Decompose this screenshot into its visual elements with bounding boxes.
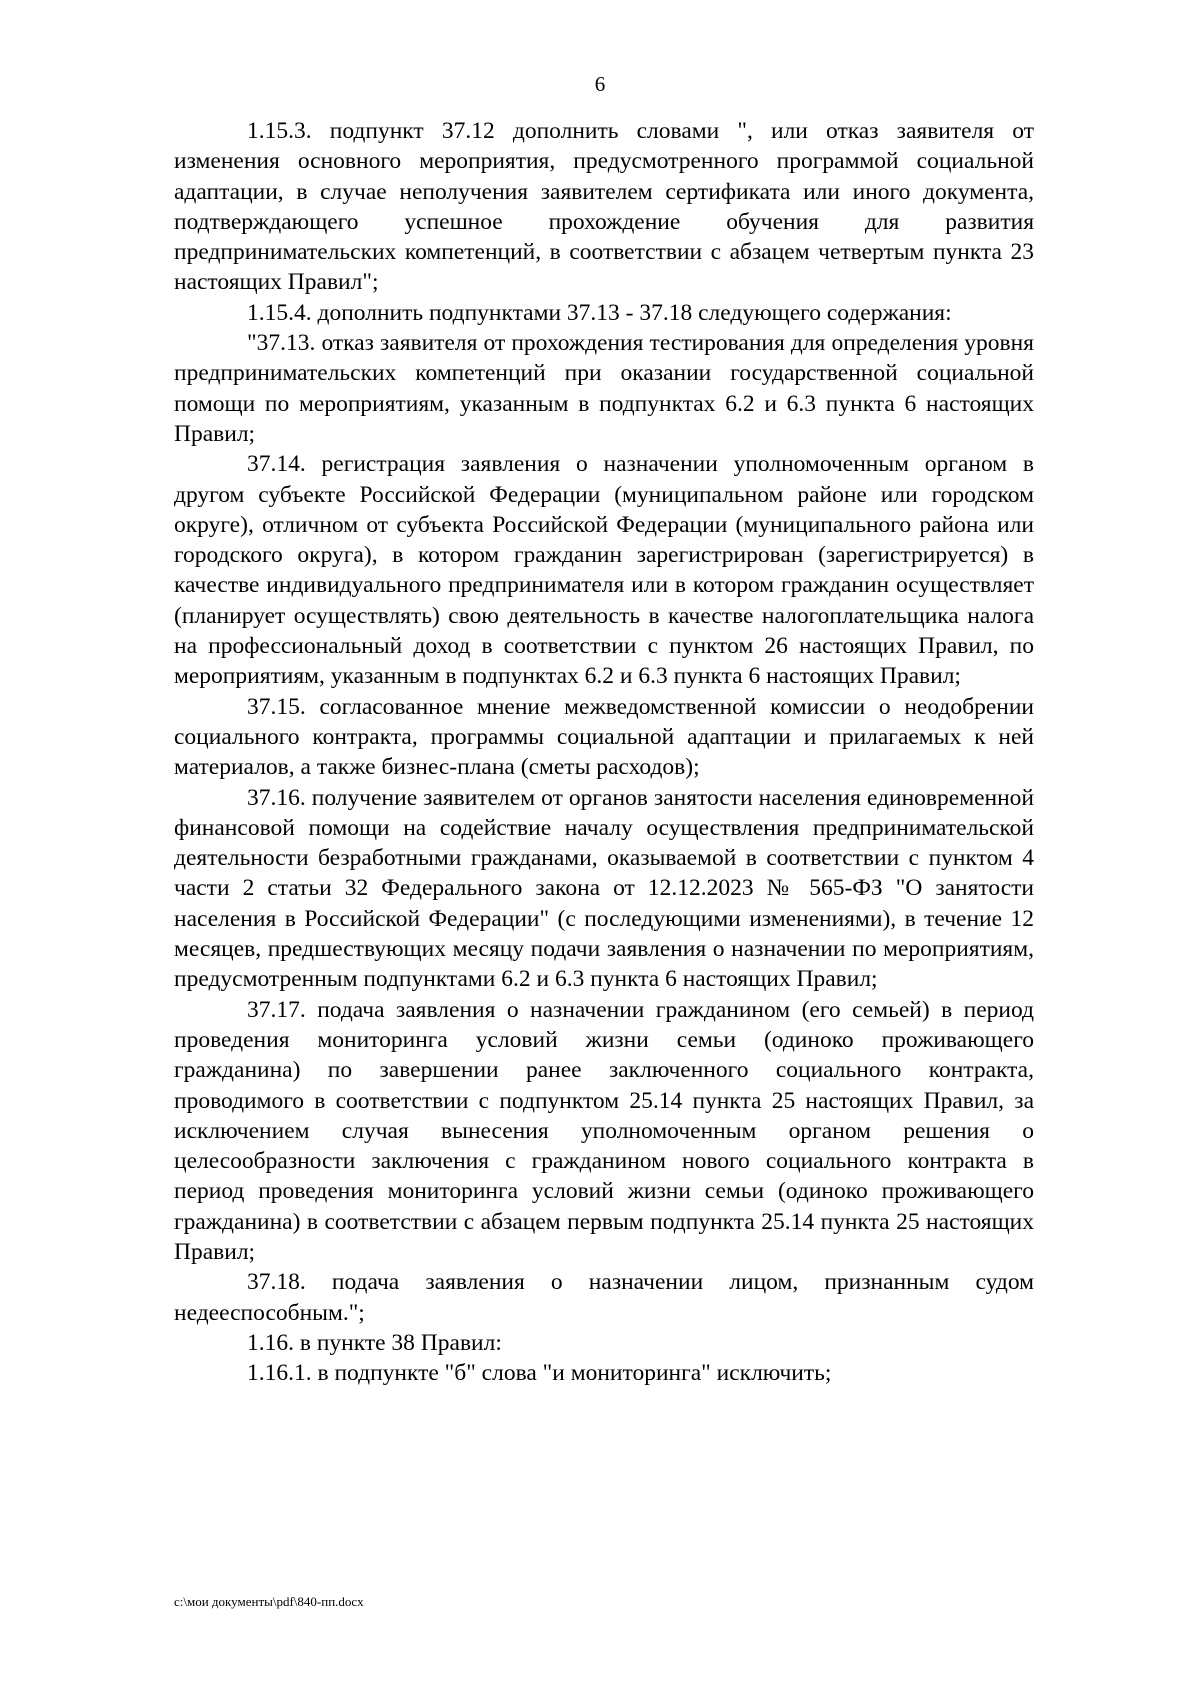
- paragraph-1-16: 1.16. в пункте 38 Правил:: [247, 1329, 502, 1356]
- paragraph-1-16-1: 1.16.1. в подпункте "б" слова "и мониторинга" исключить;: [247, 1360, 832, 1387]
- paragraph-37-18: 37.18. подача заявления о назначении лицом, признанным судом недееспособным.";: [174, 1269, 1034, 1326]
- paragraph-37-17: 37.17. подача заявления о назначении гражданином (его семьей) в период проведения мониторинга условий жизни семьи (одиноко проживающего гражданина) по завершении ранее заключенного социального контракта, проводимого в соответствии с подпунктом 25.14 пункта 25 настоящих Правил, за исключением случая вынесения уполномоченным органом решения о целесообразности заключения с гражданином нового социального контракта в период проведения мониторинга условий жизни семьи (одиноко проживающего гражданина) в соответствии с абзацем первым подпункта 25.14 пункта 25 настоящих Правил;: [174, 996, 1034, 1265]
- paragraph-37-16: 37.16. получение заявителем от органов занятости населения единовременной финансовой помощи на содействие началу осуществления предпринимательской деятельности безработными гражданами, оказываемой в соответствии с пунктом 4 части 2 статьи 32 Федерального закона от 12.12.2023 № 565-ФЗ "О занятости населения в Российской Федерации" (с последующими изменениями), в течение 12 месяцев, предшествующих месяцу подачи заявления о назначении по мероприятиям, предусмотренным подпунктами 6.2 и 6.3 пункта 6 настоящих Правил;: [174, 784, 1034, 993]
- footer-file-path: c:\мои документы\pdf\840-пп.docx: [174, 1594, 364, 1609]
- document-body: [174, 116, 1034, 1388]
- paragraph-37-15: 37.15. согласованное мнение межведомственной комиссии о неодобрении социального контракта, программы социальной адаптации и прилагаемых к ней материалов, а также бизнес-плана (сметы расходов);: [174, 693, 1034, 781]
- paragraph-37-13: "37.13. отказ заявителя от прохождения тестирования для определения уровня предпринимательских компетенций при оказании государственной социальной помощи по мероприятиям, указанным в подпунктах 6.2 и 6.3 пункта 6 настоящих Правил;: [174, 330, 1034, 447]
- paragraph-1-15-3: 1.15.3. подпункт 37.12 дополнить словами ", или отказ заявителя от изменения основного мероприятия, предусмотренного программой социальной адаптации, в случае неполучения заявителем сертификата или иного документа, подтверждающего успешное прохождение обучения для развития предпринимательских компетенций, в соответствии с абзацем четвертым пункта 23 настоящих Правил";: [174, 118, 1034, 296]
- paragraph-37-14: 37.14. регистрация заявления о назначении уполномоченным органом в другом субъекте Российской Федерации (муниципальном районе или городском округе), отличном от субъекта Российской Федерации (муниципального района или городского округа), в котором гражданин зарегистрирован (зарегистрируется) в качестве индивидуального предпринимателя или в котором гражданин осуществляет (планирует осуществлять) свою деятельность в качестве налогоплательщика налога на профессиональный доход в соответствии с пунктом 26 настоящих Правил, по мероприятиям, указанным в подпунктах 6.2 и 6.3 пункта 6 настоящих Правил;: [174, 451, 1034, 690]
- page-number: 6: [594, 72, 606, 96]
- paragraph-1-15-4: 1.15.4. дополнить подпунктами 37.13 - 37.18 следующего содержания:: [247, 299, 952, 326]
